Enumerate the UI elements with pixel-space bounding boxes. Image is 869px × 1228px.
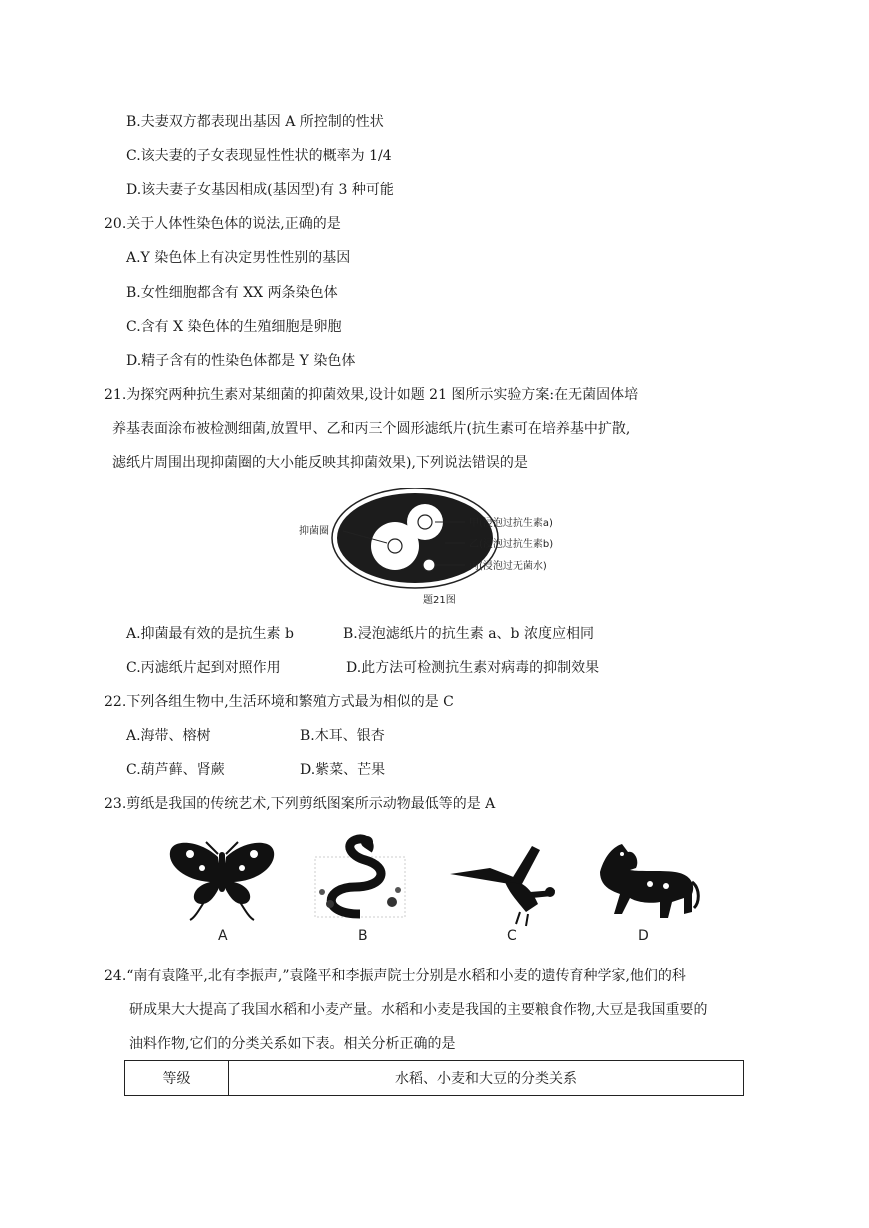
q21-stem-line2: 养基表面涂布被检测细菌,放置甲、乙和丙三个圆形滤纸片(抗生素可在培养基中扩散, (112, 421, 631, 437)
figure-caption: 题21图 (423, 595, 456, 606)
papercut-snake (315, 836, 405, 917)
q21-option-d: D.此方法可检测抗生素对病毒的抑制效果 (346, 660, 600, 676)
table-header-row (125, 1061, 744, 1096)
label-yi: 乙(浸泡过抗生素b) (469, 539, 554, 550)
label-inhibition-zone: 抑菌圈 (299, 526, 329, 537)
q21-option-a: A.抑菌最有效的是抗生素 b (126, 626, 294, 642)
table-header-level: 等级 (125, 1061, 229, 1096)
q19-option-c: C.该夫妻的子女表现显性性状的概率为 1/4 (126, 148, 392, 164)
papercut-label-d: D (638, 928, 649, 944)
q21-option-b: B.浸泡滤纸片的抗生素 a、b 浓度应相同 (343, 626, 594, 642)
q20-option-d: D.精子含有的性染色体都是 Y 染色体 (126, 353, 356, 369)
q20-stem: 20.关于人体性染色体的说法,正确的是 (104, 216, 341, 232)
q21-stem-line3: 滤纸片周围出现抑菌圈的大小能反映其抑菌效果),下列说法错误的是 (112, 455, 528, 471)
q22-option-b: B.木耳、银杏 (300, 728, 385, 744)
q19-option-d: D.该夫妻子女基因相成(基因型)有 3 种可能 (126, 182, 394, 198)
q24-stem-line1: 24.“南有袁隆平,北有李振声,”袁隆平和李振声院士分别是水稻和小麦的遗传育种学家,他们的科 (104, 968, 686, 984)
q22-option-d: D.紫菜、芒果 (300, 762, 386, 778)
q24-stem-line2: 研成果大大提高了我国水稻和小麦产量。水稻和小麦是我国的主要粮食作物,大豆是我国重要的 (129, 1002, 708, 1018)
papercut-bird (450, 846, 555, 926)
papercut-label-c: C (507, 928, 517, 944)
paper-disc-bing (423, 559, 435, 571)
q20-option-b: B.女性细胞都含有 XX 两条染色体 (126, 285, 338, 301)
q22-option-c: C.葫芦藓、肾蕨 (126, 762, 225, 778)
q22-stem: 22.下列各组生物中,生活环境和繁殖方式最为相似的是 C (104, 694, 454, 710)
q22-option-a: A.海带、榕树 (126, 728, 211, 744)
q20-option-c: C.含有 X 染色体的生殖细胞是卵胞 (126, 319, 342, 335)
figure-23-papercuts (160, 832, 705, 947)
q20-option-a: A.Y 染色体上有决定男性性别的基因 (126, 250, 351, 266)
label-bing: 丙(浸泡过无菌水) (469, 561, 547, 572)
label-jia: 甲(浸泡过抗生素a) (469, 518, 553, 529)
q23-stem: 23.剪纸是我国的传统艺术,下列剪纸图案所示动物最低等的是 A (104, 796, 496, 812)
q21-option-c: C.丙滤纸片起到对照作用 (126, 660, 281, 676)
q19-option-b: B.夫妻双方都表现出基因 A 所控制的性状 (126, 114, 384, 130)
papercut-horse (600, 844, 698, 918)
classification-table (124, 1060, 744, 1096)
papercut-label-b: B (358, 928, 368, 944)
paper-disc-jia (418, 515, 432, 529)
q24-stem-line3: 油料作物,它们的分类关系如下表。相关分析正确的是 (129, 1036, 456, 1052)
papercut-label-a: A (218, 928, 228, 944)
figure-21-petri-dish (295, 488, 615, 610)
papercut-butterfly (170, 842, 274, 920)
paper-disc-yi (388, 539, 402, 553)
q21-stem-line1: 21.为探究两种抗生素对某细菌的抑菌效果,设计如题 21 图所示实验方案:在无菌固体培 (104, 387, 639, 403)
table-header-relation: 水稻、小麦和大豆的分类关系 (229, 1061, 744, 1096)
